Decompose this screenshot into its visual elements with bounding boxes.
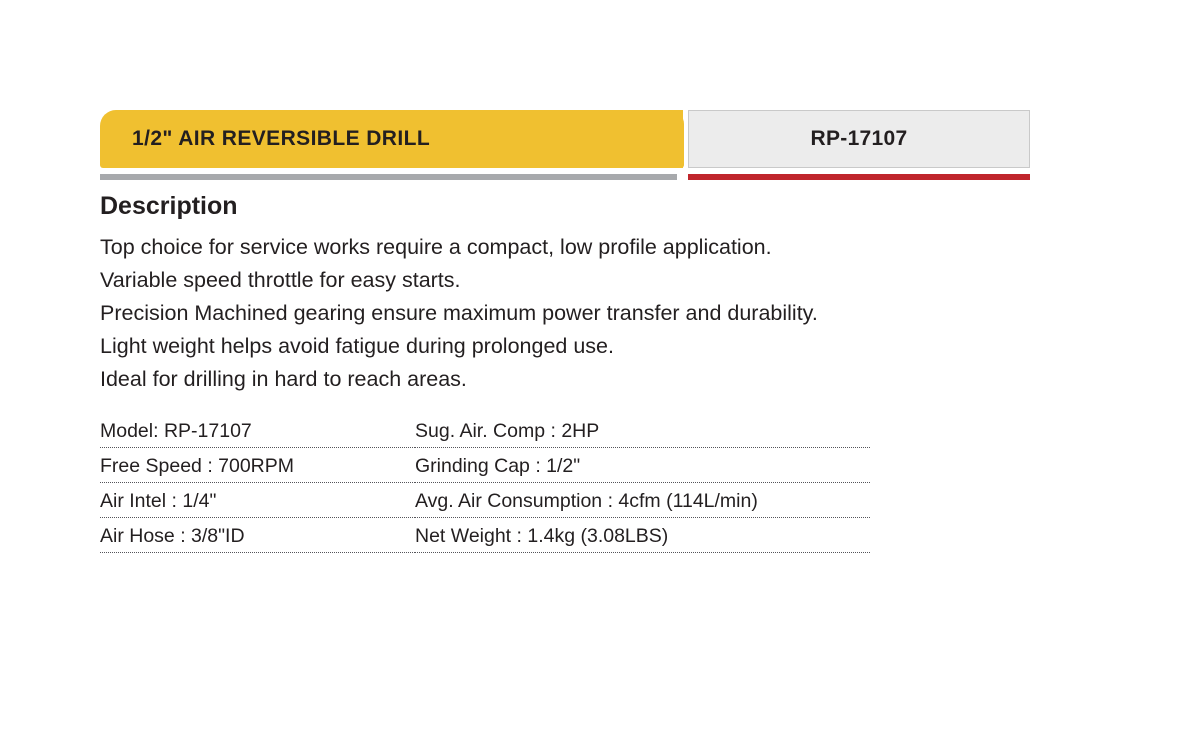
spec-cell-right [415, 490, 870, 518]
spec-text: Avg. Air Consumption : 4cfm (114L/min) [415, 490, 762, 512]
spec-text: Sug. Air. Comp : 2HP [415, 420, 603, 442]
spec-text: Air Intel : 1/4" [100, 490, 220, 512]
spec-text: Free Speed : 700RPM [100, 455, 298, 477]
spec-text: Net Weight : 1.4kg (3.08LBS) [415, 525, 672, 547]
description-line: Precision Machined gearing ensure maximum power transfer and durability. [100, 301, 818, 325]
header-rule-grey [100, 174, 677, 180]
spec-cell-right [415, 525, 870, 553]
description-line: Variable speed throttle for easy starts. [100, 268, 461, 292]
spec-row [100, 455, 870, 490]
spec-cell-left [100, 490, 415, 518]
product-header [100, 110, 1030, 168]
spec-cell-left [100, 455, 415, 483]
product-title-block [100, 110, 683, 168]
description-line: Top choice for service works require a compact, low profile application. [100, 235, 772, 259]
header-rule-red [688, 174, 1030, 180]
description-heading: Description [100, 192, 238, 220]
product-title: 1/2" AIR REVERSIBLE DRILL [132, 127, 431, 150]
spec-text: Air Hose : 3/8"ID [100, 525, 249, 547]
description-line: Light weight helps avoid fatigue during prolonged use. [100, 334, 614, 358]
description-line: Ideal for drilling in hard to reach areas. [100, 367, 467, 391]
description-list [100, 231, 1000, 396]
spec-cell-right [415, 420, 870, 448]
specification-table [100, 420, 870, 560]
spec-row [100, 525, 870, 560]
spec-text: Grinding Cap : 1/2" [415, 455, 584, 477]
model-code-block [688, 110, 1030, 168]
spec-row [100, 490, 870, 525]
spec-cell-left [100, 420, 415, 448]
model-code: RP-17107 [810, 127, 908, 150]
spec-text: Model: RP-17107 [100, 420, 256, 442]
spec-cell-right [415, 455, 870, 483]
spec-row [100, 420, 870, 455]
spec-cell-left [100, 525, 415, 553]
